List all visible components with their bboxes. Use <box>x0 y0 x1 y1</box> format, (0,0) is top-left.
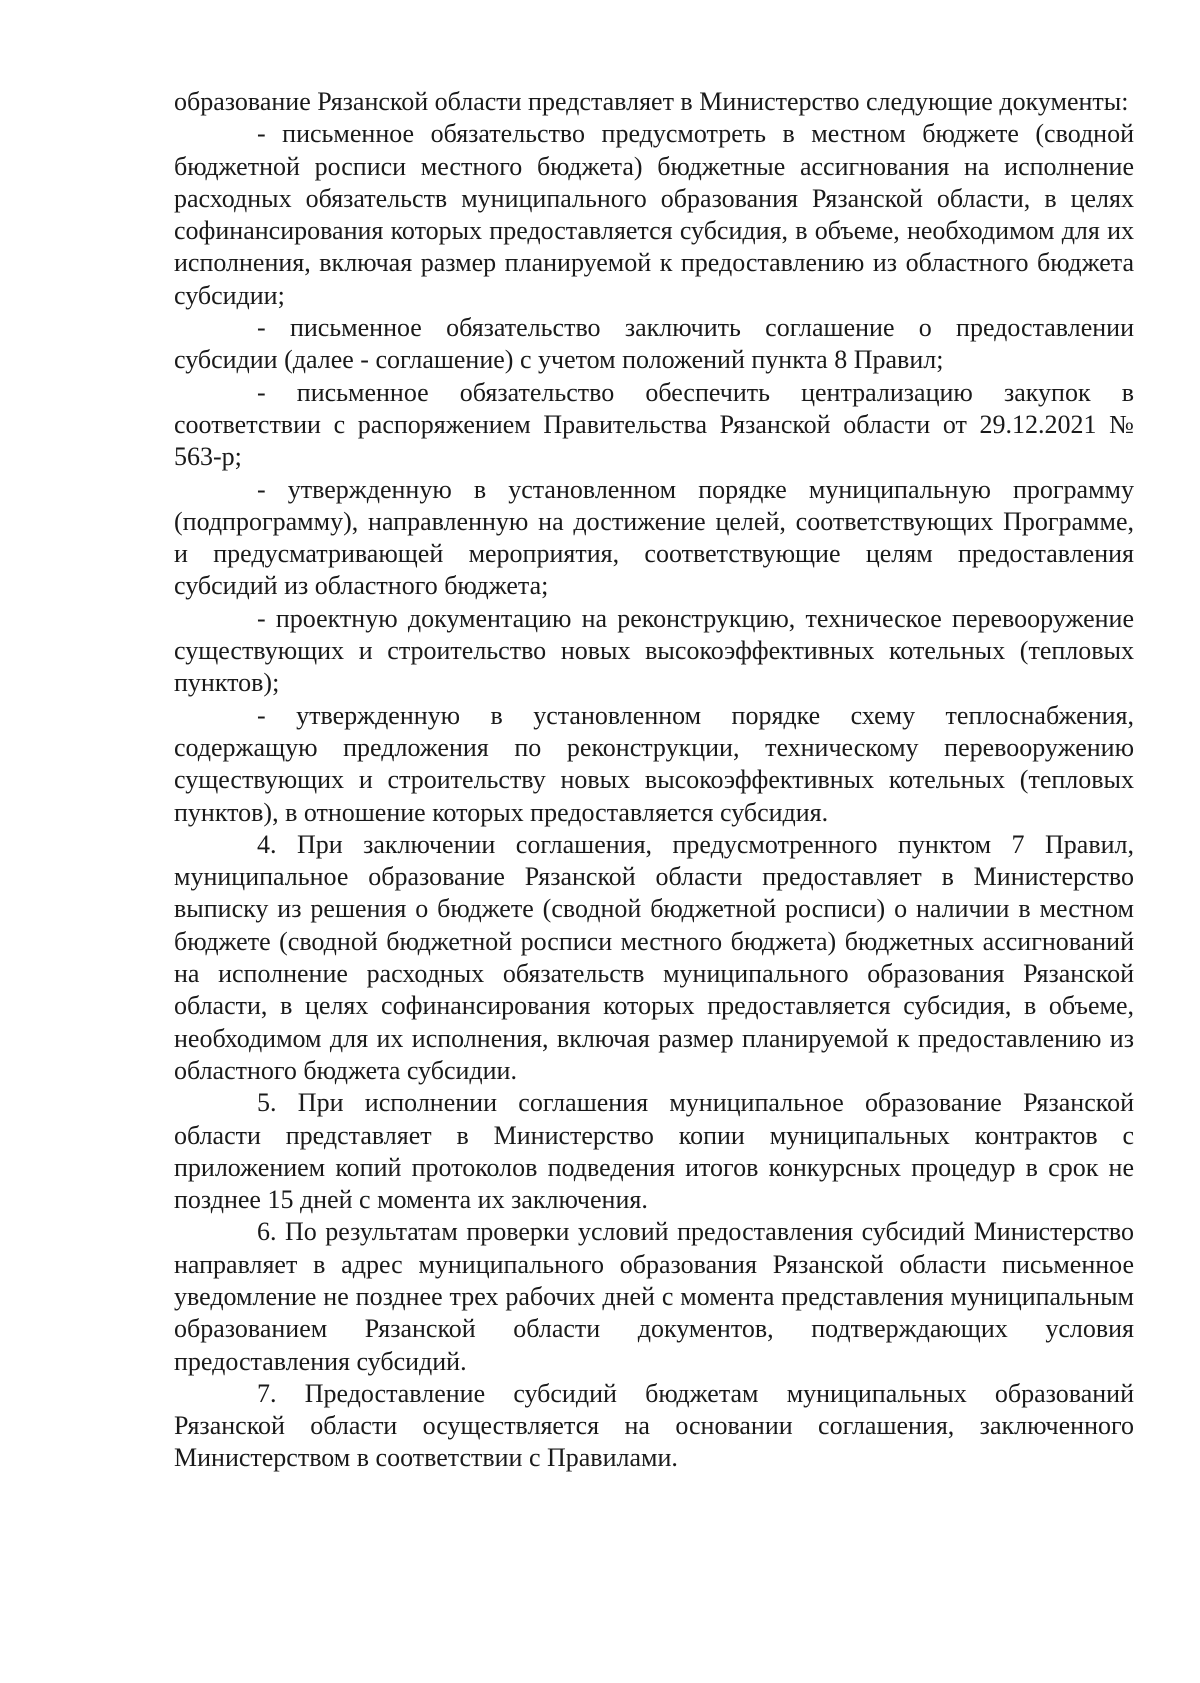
paragraph-obligation-agreement: - письменное обязательство заключить соглашение о предоставлении субсидии (далее - соглашение) с учетом положений пункта 8 Правил; <box>174 313 1134 375</box>
paragraph-heat-supply-scheme: - утвержденную в установленном порядке схему теплоснабжения, содержащую предложения по реконструкции, техническому перевооружению существующих и строительству новых высокоэффективных котельных (тепловых пунктов), в отношение которых предоставляется субсидия. <box>174 700 1134 827</box>
paragraph-clause-7: 7. Предоставление субсидий бюджетам муниципальных образований Рязанской области осуществляется на основании соглашения, заключенного Министерством в соответствии с Правилами. <box>174 1378 1134 1473</box>
paragraph-intro: образование Рязанской области представляет в Министерство следующие документы: <box>174 87 1129 116</box>
paragraph-clause-6: 6. По результатам проверки условий предоставления субсидий Министерство направляет в адрес муниципального образования Рязанской области письменное уведомление не позднее трех рабочих дней с момента представления муниципальным образованием Рязанской области документов, подтверждающих условия предоставления субсидий. <box>174 1217 1134 1376</box>
paragraph-clause-4: 4. При заключении соглашения, предусмотренного пунктом 7 Правил, муниципальное образование Рязанской области предоставляет в Министерство выписку из решения о бюджете (сводной бюджетной росписи) о наличии в местном бюджете (сводной бюджетной росписи местного бюджета) бюджетных ассигнований на исполнение расходных обязательств муниципального образования Рязанской области, в целях софинансирования которых предоставляется субсидия, в объеме, необходимом для их исполнения, включая размер планируемой к предоставлению из областного бюджета субсидии. <box>174 829 1134 1085</box>
paragraph-clause-5: 5. При исполнении соглашения муниципальное образование Рязанской области представляет в Министерство копии муниципальных контрактов с приложением копий протоколов подведения итогов конкурсных процедур в срок не позднее 15 дней с момента их заключения. <box>174 1088 1134 1215</box>
paragraph-municipal-program: - утвержденную в установленном порядке муниципальную программу (подпрограмму), направленную на достижение целей, соответствующих Программе, и предусматривающей мероприятия, соответствующие целям предоставления субсидий из областного бюджета; <box>174 474 1134 601</box>
paragraph-obligation-procurement: - письменное обязательство обеспечить централизацию закупок в соответствии с распоряжением Правительства Рязанской области от 29.12.2021 № 563-р; <box>174 377 1134 472</box>
document-page <box>174 86 1134 1475</box>
paragraph-project-documentation: - проектную документацию на реконструкцию, техническое перевооружение существующих и строительство новых высокоэффективных котельных (тепловых пунктов); <box>174 603 1134 698</box>
paragraph-obligation-budget: - письменное обязательство предусмотреть в местном бюджете (сводной бюджетной росписи местного бюджета) бюджетные ассигнования на исполнение расходных обязательств муниципального образования Рязанской области, в целях софинансирования которых предоставляется субсидия, в объеме, необходимом для их исполнения, включая размер планируемой к предоставлению из областного бюджета субсидии; <box>174 119 1134 310</box>
